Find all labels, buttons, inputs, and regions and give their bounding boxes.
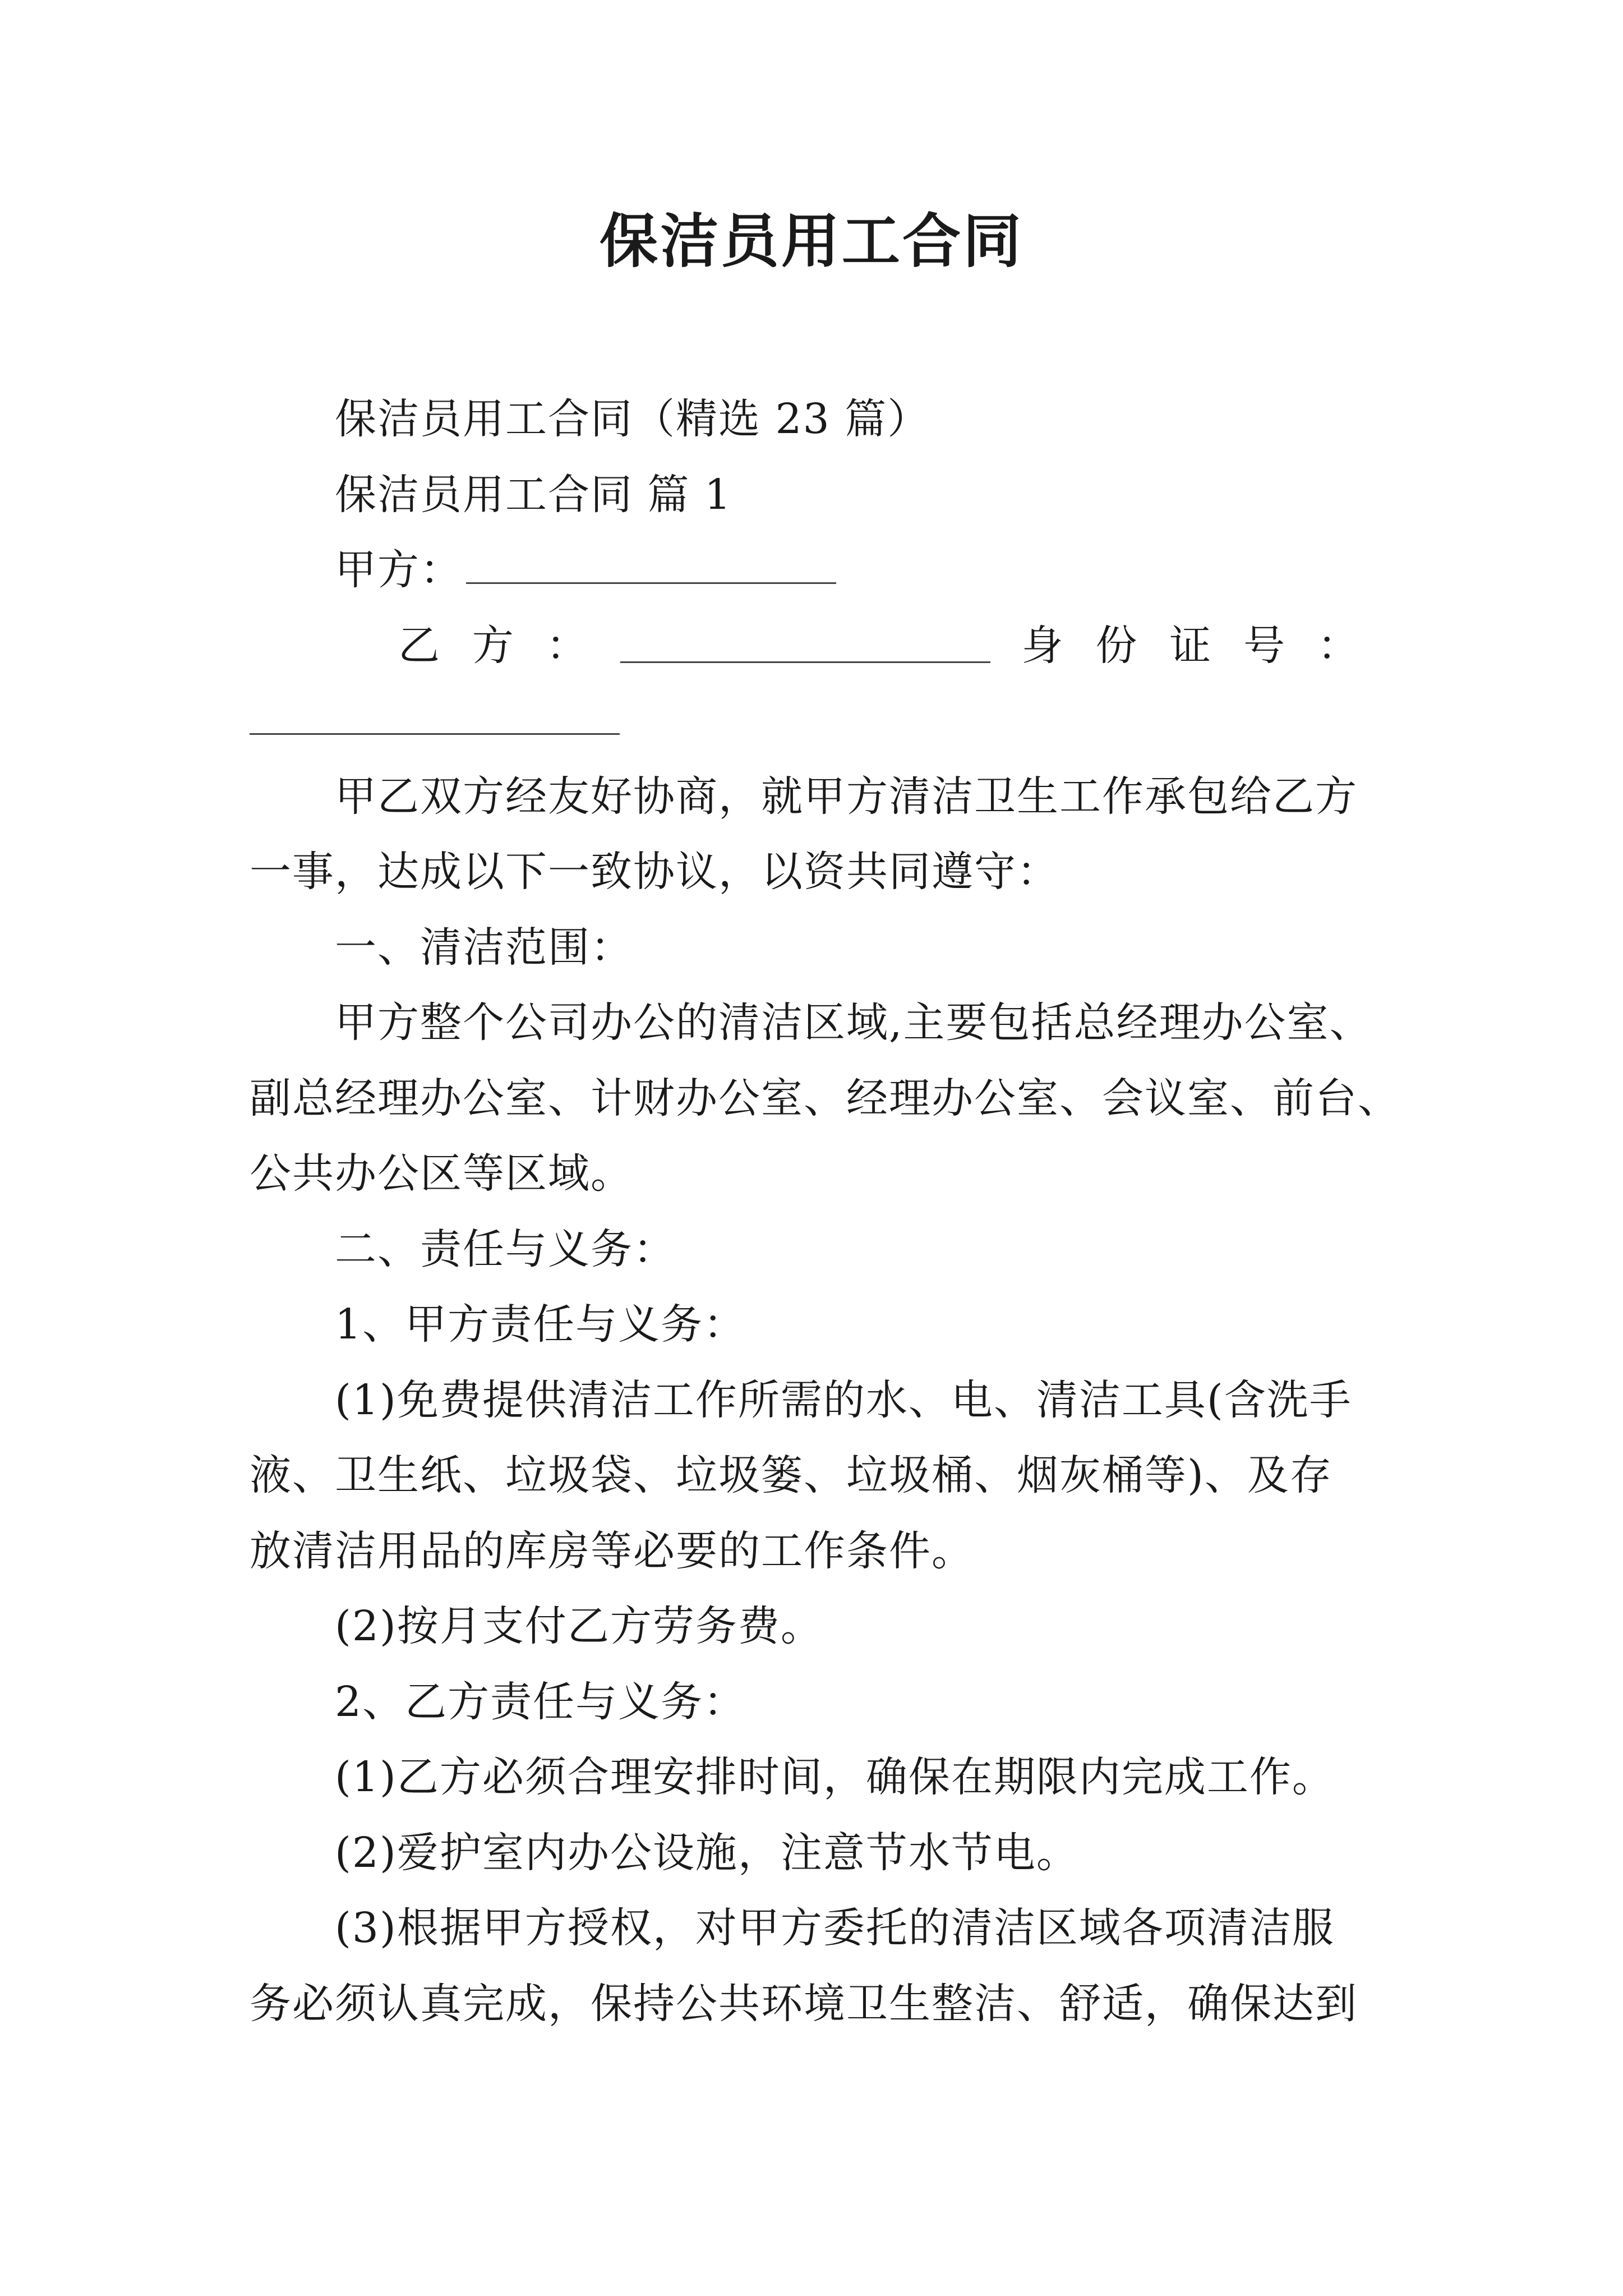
paragraph-line: 甲方整个公司办公的清洁区域,主要包括总经理办公室、: [335, 999, 1372, 1047]
paragraph-line: 副总经理办公室、计财办公室、经理办公室、会议室、前台、: [250, 1074, 1400, 1122]
id-number-char: 证: [1169, 621, 1212, 670]
party-a-blank[interactable]: [466, 549, 836, 584]
section-title: 保洁员用工合同 篇 1: [335, 470, 732, 519]
document-body: [250, 381, 1400, 2041]
paragraph-line: 公共办公区等区域。: [250, 1149, 633, 1198]
paragraph-line: 放清洁用品的库房等必要的工作条件。: [250, 1526, 974, 1575]
party-b-blank[interactable]: [620, 628, 990, 663]
id-number-blank[interactable]: [250, 700, 620, 735]
paragraph-line: 液、卫生纸、垃圾袋、垃圾篓、垃圾桶、烟灰桶等)、及存: [250, 1451, 1332, 1499]
subtitle: 保洁员用工合同（精选 23 篇）: [335, 395, 930, 443]
id-number-char: 份: [1095, 621, 1138, 670]
sub-heading: 1、甲方责任与义务：: [335, 1300, 746, 1349]
id-number-char: 身: [1021, 621, 1064, 670]
party-b-char: 方: [472, 621, 515, 670]
id-number-char: 号: [1243, 621, 1287, 670]
section-heading: 二、责任与义务：: [335, 1225, 676, 1273]
intro-line: 一事，达成以下一致协议，以资共同遵守：: [250, 848, 1059, 896]
document-title: 保洁员用工合同: [599, 207, 1023, 275]
party-b-line: [250, 608, 1377, 684]
paragraph-line: (3)根据甲方授权，对甲方委托的清洁区域各项清洁服: [335, 1904, 1335, 1952]
party-b-char: 乙: [398, 621, 441, 670]
party-a-label: 甲方：: [335, 546, 463, 594]
intro-line: 甲乙双方经友好协商，就甲方清洁卫生工作承包给乙方: [335, 772, 1358, 821]
id-number-line: [250, 683, 1377, 759]
paragraph-line: (2)按月支付乙方劳务费。: [335, 1602, 823, 1650]
section-heading: 一、清洁范围：: [335, 923, 633, 972]
paragraph-line: (2)爱护室内办公设施，注意节水节电。: [335, 1828, 1079, 1877]
paragraph-line: (1)乙方必须合理安排时间，确保在期限内完成工作。: [335, 1753, 1335, 1801]
id-number-char: ：: [1317, 621, 1360, 670]
party-a-line: [250, 532, 1377, 608]
sub-heading: 2、乙方责任与义务：: [335, 1677, 746, 1726]
party-b-char: ：: [546, 621, 589, 670]
paragraph-line: 务必须认真完成，保持公共环境卫生整洁、舒适，确保达到: [250, 1979, 1358, 2028]
paragraph-line: (1)免费提供清洁工作所需的水、电、清洁工具(含洗手: [335, 1375, 1352, 1424]
